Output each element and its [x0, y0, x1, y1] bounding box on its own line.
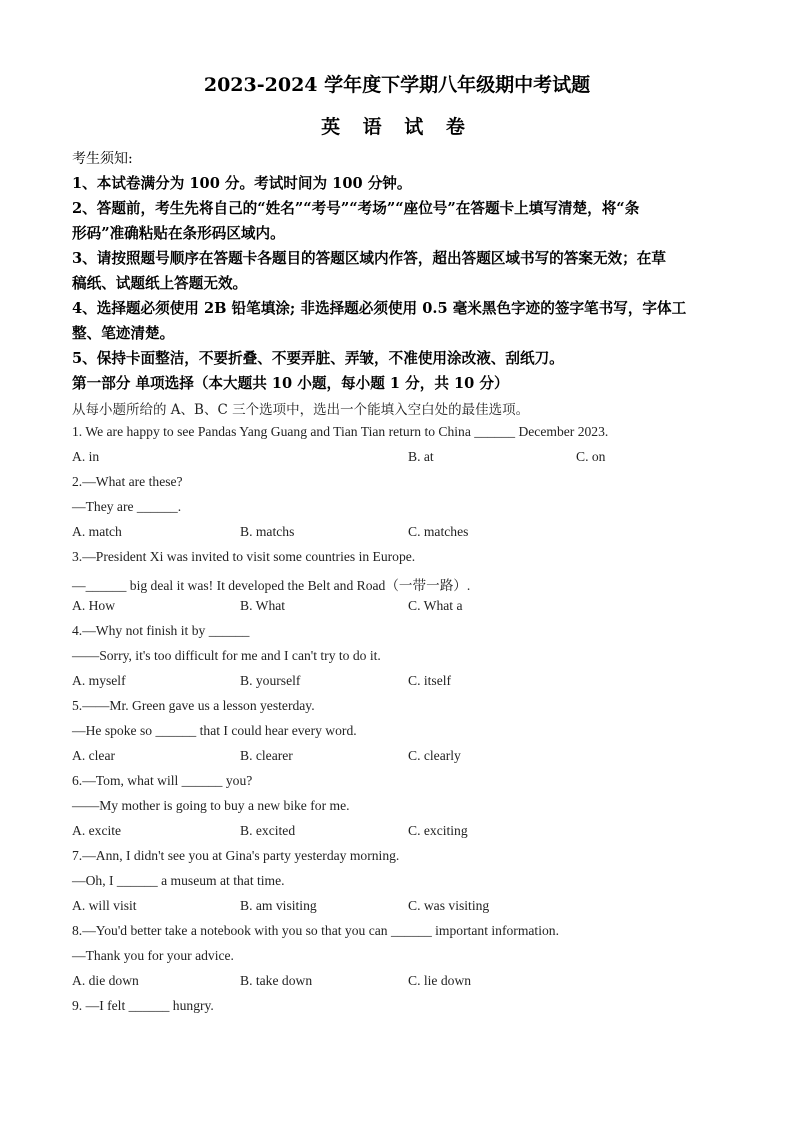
- question-text: 6.—Tom, what will ______ you?: [72, 773, 253, 788]
- option-b: B. What: [240, 598, 286, 613]
- notice-line: 4、选择题必须使用 2B 铅笔填涂; 非选择题必须使用 0.5 毫米黑色字迹的签字笔书写，字体工: [72, 300, 687, 317]
- question-text: —They are ______.: [72, 499, 182, 514]
- option-b: B. am visiting: [240, 898, 317, 913]
- option-b: B. take down: [240, 973, 313, 988]
- question-text: 7.—Ann, I didn't see you at Gina's party yesterday morning.: [72, 848, 400, 863]
- exam-title: 2023-2024 学年度下学期八年级期中考试题: [203, 74, 591, 96]
- notice-heading: 考生须知:: [72, 151, 133, 167]
- question-text: 2.—What are these?: [72, 474, 183, 489]
- option-a: A. How: [72, 598, 116, 613]
- question-text: 1. We are happy to see Pandas Yang Guang and Tian Tian return to China ______ December 2023.: [72, 424, 609, 439]
- notice-line: 3、请按照题号顺序在答题卡各题目的答题区域内作答，超出答题区域书写的答案无效；在草: [72, 250, 666, 267]
- option-c: C. on: [576, 449, 606, 464]
- notice-line: 稿纸、试题纸上答题无效。: [72, 275, 248, 292]
- option-c: C. itself: [408, 673, 452, 688]
- notice-line: 整、笔迹清楚。: [72, 325, 175, 342]
- option-a: A. clear: [72, 748, 116, 763]
- exam-subtitle: 英 语 试 卷: [321, 116, 473, 138]
- question-text: —Oh, I ______ a museum at that time.: [72, 873, 285, 888]
- notice-line: 形码”准确粘贴在条形码区域内。: [72, 225, 285, 242]
- notice-line: 2、答题前，考生先将自己的“姓名”“考号”“考场”“座位号”在答题卡上填写清楚，将“条: [72, 200, 640, 217]
- option-a: A. excite: [72, 823, 122, 838]
- question-text: 5.——Mr. Green gave us a lesson yesterday.: [72, 698, 315, 713]
- option-a: A. die down: [72, 973, 139, 988]
- section-heading: 第一部分 单项选择（本大题共 10 小题，每小题 1 分，共 10 分）: [72, 375, 509, 392]
- option-a: A. will visit: [72, 898, 137, 913]
- question-text: —______ big deal it was! It developed the Belt and Road（一带一路）.: [72, 578, 471, 593]
- section-instruction: 从每小题所给的 A、B、C 三个选项中，选出一个能填入空白处的最佳选项。: [72, 402, 530, 418]
- option-b: B. at: [408, 449, 434, 464]
- option-b: B. excited: [240, 823, 296, 838]
- option-b: B. yourself: [240, 673, 301, 688]
- option-c: C. was visiting: [408, 898, 490, 913]
- option-c: C. clearly: [408, 748, 461, 763]
- option-a: A. in: [72, 449, 100, 464]
- question-text: 9. —I felt ______ hungry.: [72, 998, 214, 1013]
- option-c: C. What a: [408, 598, 463, 613]
- option-a: A. match: [72, 524, 122, 539]
- option-b: B. matchs: [240, 524, 295, 539]
- question-text: ——My mother is going to buy a new bike for me.: [72, 798, 350, 813]
- option-b: B. clearer: [240, 748, 293, 763]
- notice-line: 5、保持卡面整洁，不要折叠、不要弄脏、弄皱，不准使用涂改液、刮纸刀。: [72, 350, 564, 367]
- question-text: —He spoke so ______ that I could hear every word.: [72, 723, 357, 738]
- option-c: C. exciting: [408, 823, 468, 838]
- question-text: —Thank you for your advice.: [72, 948, 234, 963]
- question-text: 8.—You'd better take a notebook with you so that you can ______ important information.: [72, 923, 559, 938]
- question-text: ——Sorry, it's too difficult for me and I can't try to do it.: [72, 648, 381, 663]
- option-c: C. lie down: [408, 973, 472, 988]
- question-text: 4.—Why not finish it by ______: [72, 623, 250, 638]
- option-c: C. matches: [408, 524, 469, 539]
- notice-line: 1、本试卷满分为 100 分。考试时间为 100 分钟。: [72, 175, 412, 192]
- option-a: A. myself: [72, 673, 126, 688]
- question-text: 3.—President Xi was invited to visit some countries in Europe.: [72, 549, 416, 564]
